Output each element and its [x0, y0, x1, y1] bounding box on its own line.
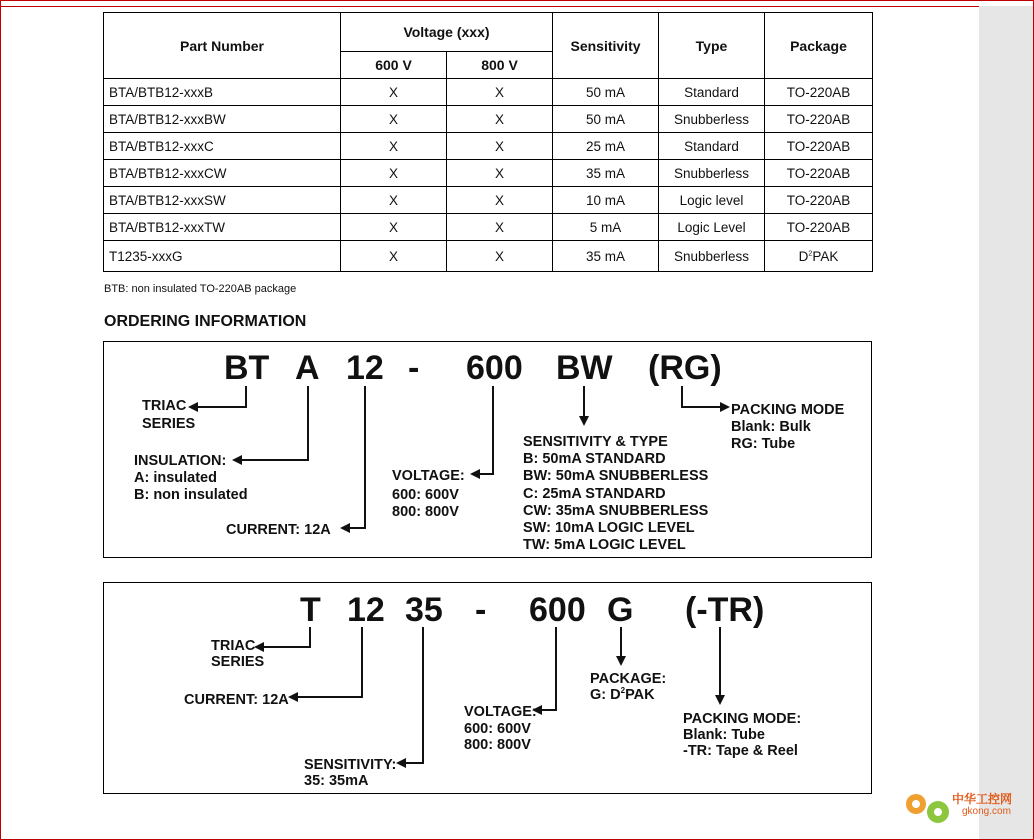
header-voltage: Voltage (xxx) [341, 13, 553, 52]
v800-cell: X [447, 160, 553, 187]
ordering-code-bta-box [103, 341, 872, 558]
label-sensitivity-c: C: 25mA STANDARD [523, 486, 666, 502]
ordering-code-t1235-diagram [104, 583, 871, 793]
label-sensitivity-35: 35: 35mA [304, 773, 369, 789]
label-triac-line1: TRIAC [142, 398, 187, 414]
ordering-code-t1235-box [103, 582, 872, 794]
label-sensitivity-title: SENSITIVITY & TYPE [523, 434, 668, 450]
v600-cell: X [341, 133, 447, 160]
v800-cell: X [447, 133, 553, 160]
table-header-row [104, 13, 873, 52]
part-number-cell: BTA/BTB12-xxxSW [104, 187, 341, 214]
table-row [104, 106, 873, 133]
part-number-cell: T1235-xxxG [104, 241, 341, 272]
header-600v: 600 V [341, 52, 447, 79]
code-part-current: 12 [346, 349, 384, 387]
v600-cell: X [341, 241, 447, 272]
header-type: Type [659, 13, 765, 79]
right-side-panel [979, 6, 1033, 840]
package-cell: TO-220AB [765, 187, 873, 214]
table-row [104, 79, 873, 106]
label-voltage-title: VOLTAGE: [392, 468, 465, 484]
code-part-package: G [607, 591, 634, 629]
label-current: CURRENT: 12A [184, 692, 289, 708]
type-cell: Snubberless [659, 106, 765, 133]
table-row [104, 160, 873, 187]
sensitivity-cell: 25 mA [553, 133, 659, 160]
package-cell: TO-220AB [765, 160, 873, 187]
code-part-current: 12 [347, 591, 385, 629]
label-triac-line1: TRIAC [211, 638, 256, 654]
sensitivity-cell: 10 mA [553, 187, 659, 214]
part-number-cell: BTA/BTB12-xxxB [104, 79, 341, 106]
code-part-dash: - [408, 349, 420, 387]
package-main-text: D [798, 248, 809, 264]
type-cell: Standard [659, 79, 765, 106]
v600-cell: X [341, 160, 447, 187]
code-part-sensitivity: BW [556, 349, 613, 387]
label-sensitivity-cw: CW: 35mA SNUBBERLESS [523, 503, 709, 519]
code-part-sensitivity: 35 [405, 591, 443, 629]
v600-cell: X [341, 106, 447, 133]
part-number-cell: BTA/BTB12-xxxCW [104, 160, 341, 187]
watermark-text-site: gkong.com [962, 806, 1011, 817]
label-sensitivity-b: B: 50mA STANDARD [523, 451, 666, 467]
arrow-sensitivity [398, 627, 423, 763]
label-current: CURRENT: 12A [226, 522, 331, 538]
label-triac-line2: SERIES [142, 416, 196, 432]
code-part-series: BT [224, 349, 270, 387]
table-row [104, 214, 873, 241]
sensitivity-cell: 5 mA [553, 214, 659, 241]
label-package-title: PACKAGE: [590, 671, 667, 687]
label-voltage-title: VOLTAGE: [464, 704, 537, 720]
watermark [900, 786, 1030, 830]
header-part-number: Part Number [104, 13, 341, 79]
label-voltage-600: 600: 600V [392, 487, 459, 503]
arrow-voltage [472, 386, 493, 474]
label-packing-title: PACKING MODE [731, 402, 845, 418]
package-rest-text: PAK [812, 248, 839, 264]
label-package-g [590, 686, 655, 703]
label-sensitivity-sw: SW: 10mA LOGIC LEVEL [523, 520, 695, 536]
arrow-voltage [534, 627, 556, 710]
label-sensitivity-title: SENSITIVITY: [304, 757, 397, 773]
type-cell: Logic Level [659, 214, 765, 241]
header-800v: 800 V [447, 52, 553, 79]
header-sensitivity: Sensitivity [553, 13, 659, 79]
label-packing-rg: RG: Tube [731, 436, 796, 452]
v800-cell: X [447, 106, 553, 133]
label-voltage-800: 800: 800V [392, 504, 459, 520]
v800-cell: X [447, 187, 553, 214]
package-cell: TO-220AB [765, 133, 873, 160]
arrow-triac [256, 627, 310, 647]
code-part-voltage: 600 [529, 591, 586, 629]
part-number-cell: BTA/BTB12-xxxBW [104, 106, 341, 133]
selection-table [103, 12, 873, 272]
label-packing-tr: -TR: Tape & Reel [683, 743, 798, 759]
sensitivity-cell: 50 mA [553, 79, 659, 106]
label-insulation-title: INSULATION: [134, 453, 227, 469]
package-cell: TO-220AB [765, 106, 873, 133]
label-triac-line2: SERIES [211, 654, 265, 670]
table-footnote: BTB: non insulated TO-220AB package [104, 283, 297, 295]
v600-cell: X [341, 187, 447, 214]
arrow-current [290, 627, 362, 697]
label-packing-title: PACKING MODE: [683, 711, 802, 727]
type-cell: Logic level [659, 187, 765, 214]
table-row [104, 241, 873, 272]
sensitivity-cell: 50 mA [553, 106, 659, 133]
part-number-cell: BTA/BTB12-xxxTW [104, 214, 341, 241]
code-part-voltage: 600 [466, 349, 523, 387]
label-voltage-600: 600: 600V [464, 721, 531, 737]
ordering-code-bta-diagram [104, 342, 871, 557]
package-g-main: G: D [590, 687, 621, 703]
package-cell: TO-220AB [765, 79, 873, 106]
package-superscript: 2 [808, 250, 813, 257]
code-part-series: T [300, 591, 321, 629]
type-cell: Snubberless [659, 241, 765, 272]
type-cell: Snubberless [659, 160, 765, 187]
code-part-packing: (-TR) [685, 591, 765, 629]
ordering-title: ORDERING INFORMATION [104, 313, 307, 330]
label-insulation-b: B: non insulated [134, 487, 248, 503]
code-part-insulation: A [295, 349, 320, 387]
arrow-packing [682, 386, 728, 407]
code-part-dash: - [475, 591, 487, 629]
package-cell: TO-220AB [765, 214, 873, 241]
v600-cell: X [341, 79, 447, 106]
v800-cell: X [447, 79, 553, 106]
sensitivity-cell: 35 mA [553, 160, 659, 187]
label-sensitivity-bw: BW: 50mA SNUBBERLESS [523, 468, 709, 484]
gear-icon [900, 786, 956, 830]
label-packing-blank: Blank: Bulk [731, 419, 811, 435]
code-part-packing: (RG) [648, 349, 722, 387]
label-voltage-800: 800: 800V [464, 737, 531, 753]
v800-cell: X [447, 214, 553, 241]
label-insulation-a: A: insulated [134, 470, 217, 486]
sensitivity-cell: 35 mA [553, 241, 659, 272]
part-number-cell: BTA/BTB12-xxxC [104, 133, 341, 160]
watermark-text-cn: 中华工控网 [952, 792, 1013, 806]
arrow-triac [190, 386, 246, 407]
table-row [104, 187, 873, 214]
v800-cell: X [447, 241, 553, 272]
package-g-rest: PAK [625, 687, 655, 703]
package-g-superscript: 2 [620, 686, 626, 695]
package-cell [765, 241, 873, 272]
arrow-current [342, 386, 365, 528]
top-band [0, 0, 1034, 7]
table-row [104, 133, 873, 160]
label-sensitivity-tw: TW: 5mA LOGIC LEVEL [523, 537, 686, 553]
type-cell: Standard [659, 133, 765, 160]
label-packing-blank: Blank: Tube [683, 727, 765, 743]
v600-cell: X [341, 214, 447, 241]
header-package: Package [765, 13, 873, 79]
